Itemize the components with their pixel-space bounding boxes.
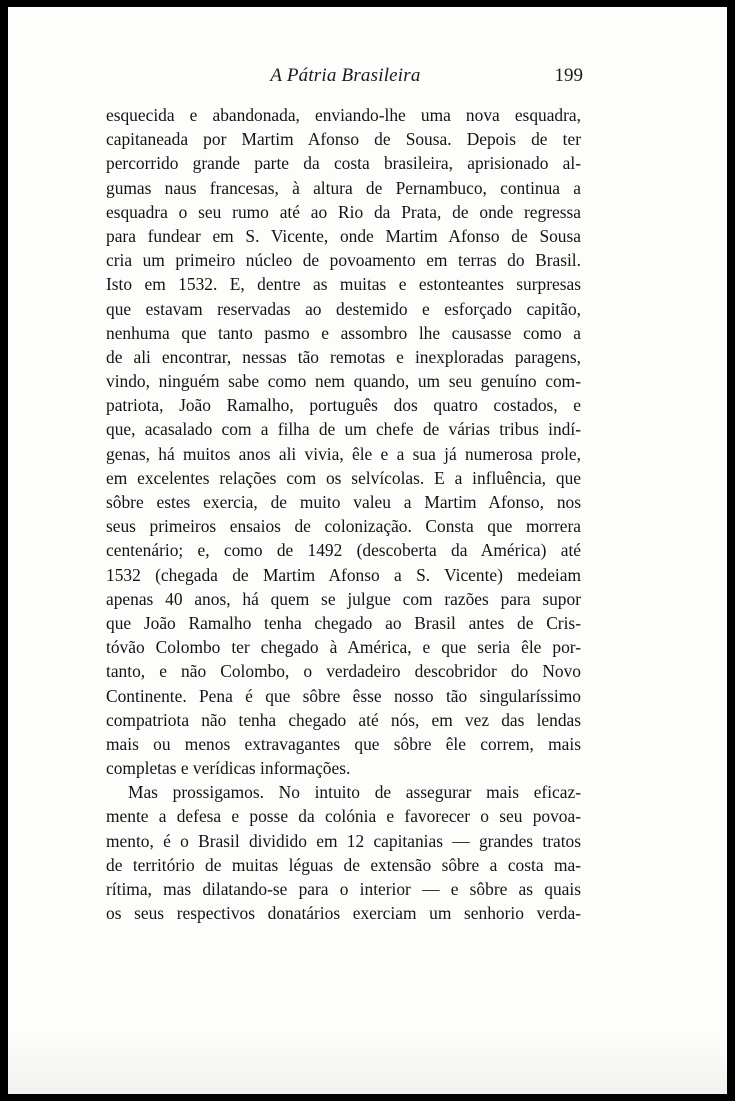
text-line: patriota, João Ramalho, português dos quatro costados, e [106, 395, 581, 416]
text-line: esquadra o seu rumo até ao Rio da Prata, de onde regressa [106, 201, 581, 222]
text-line: para fundear em S. Vicente, onde Martim Afonso de Sousa [106, 225, 581, 246]
page-header [8, 65, 727, 95]
text-line: vindo, ninguém sabe como nem quando, um seu genuíno com- [106, 371, 581, 392]
text-line: os seus respectivos donatários exerciam um senhorio verda- [106, 903, 581, 924]
text-line: de território de muitas léguas de extensão sôbre a costa ma- [106, 854, 581, 875]
text-line: de ali encontrar, nessas tão remotas e inexploradas paragens, [106, 346, 581, 367]
text-line: rítima, mas dilatando-se para o interior — e sôbre as quais [106, 879, 581, 899]
text-line: mente a defesa e posse da colónia e favorecer o seu povoa- [106, 806, 581, 827]
text-line: capitaneada por Martim Afonso de Sousa. Depois de ter [106, 129, 581, 150]
text-line: que, acasalado com a filha de um chefe de várias tribus indí- [106, 419, 581, 440]
paragraph-1 [106, 103, 581, 780]
text-line: gumas naus francesas, à altura de Pernambuco, continua a [106, 177, 581, 198]
page-number: 199 [554, 65, 583, 86]
text-line: Isto em 1532. E, dentre as muitas e estonteantes surpresas [106, 274, 581, 295]
text-line: percorrido grande parte da costa brasileira, aprisionado al- [106, 153, 581, 174]
text-line: Continente. Pena é que sôbre êsse nosso tão singularíssimo [106, 685, 581, 706]
text-line: Mas prossigamos. No intuito de assegurar mais eficaz- [128, 782, 581, 803]
paper-stain [8, 1034, 727, 1094]
text-line: seus primeiros ensaios de colonização. Consta que morrera [106, 516, 581, 537]
running-title: A Pátria Brasileira [270, 65, 421, 86]
paragraph-2 [106, 780, 581, 925]
body-text [106, 103, 581, 925]
text-line: tanto, e não Colombo, o verdadeiro descobridor do Novo [106, 661, 581, 682]
book-page [8, 7, 727, 1094]
text-line: que estavam reservadas ao destemido e esforçado capitão, [106, 298, 581, 319]
text-line: esquecida e abandonada, enviando-lhe uma nova esquadra, [106, 105, 581, 125]
text-line: compatriota não tenha chegado até nós, em vez das lendas [106, 709, 581, 730]
text-line: nenhuma que tanto pasmo e assombro lhe causasse como a [106, 322, 581, 343]
text-line: em excelentes relações com os selvícolas. E a influência, que [106, 467, 581, 488]
text-line: genas, há muitos anos ali vivia, êle e a sua já numerosa prole, [106, 443, 581, 464]
text-line: tóvão Colombo ter chegado à América, e que seria êle por- [106, 637, 581, 658]
text-line: cria um primeiro núcleo de povoamento em terras do Brasil. [106, 250, 581, 271]
text-line: centenário; e, como de 1492 (descoberta da América) até [106, 540, 581, 561]
text-line: que João Ramalho tenha chegado ao Brasil antes de Cris- [106, 612, 581, 633]
text-line: 1532 (chegada de Martim Afonso a S. Vicente) medeiam [106, 564, 581, 585]
text-line: mento, é o Brasil dividido em 12 capitanias — grandes tratos [106, 830, 581, 851]
text-line: apenas 40 anos, há quem se julgue com razões para supor [106, 588, 581, 609]
text-line: sôbre estes exercia, de muito valeu a Martim Afonso, nos [106, 492, 581, 512]
text-line: mais ou menos extravagantes que sôbre êle correm, mais [106, 733, 581, 754]
text-line: completas e verídicas informações. [106, 758, 351, 779]
